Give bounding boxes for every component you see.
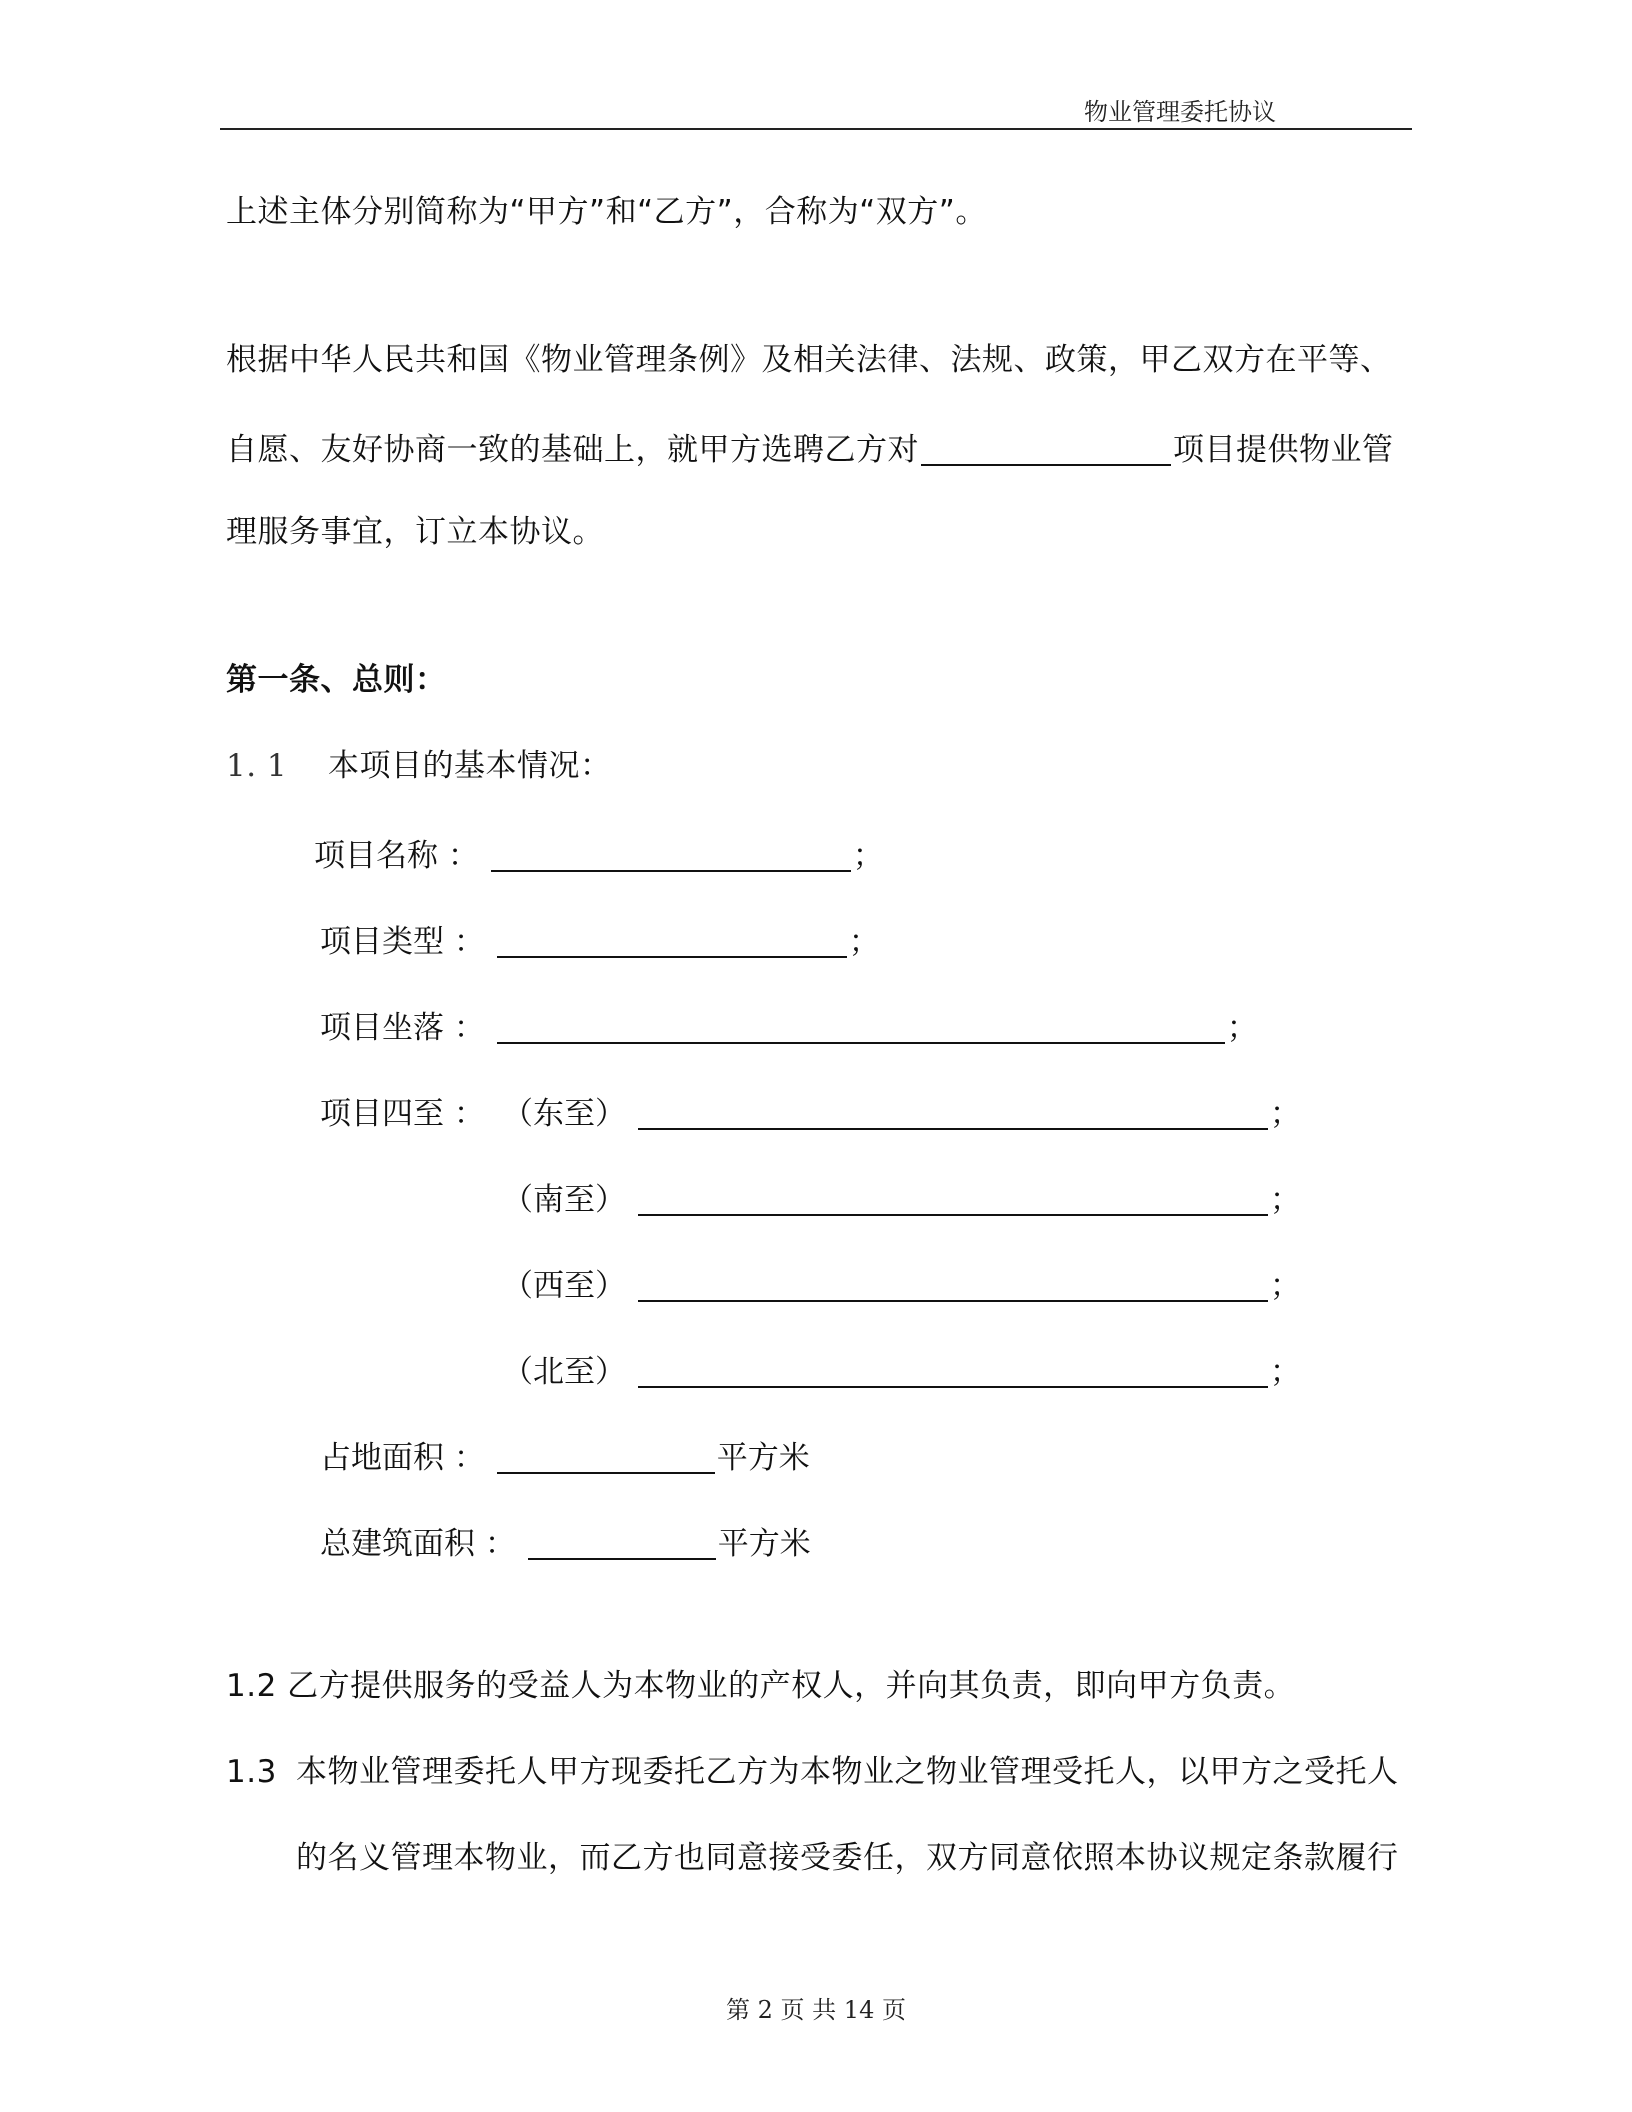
section-1-2: 1.2 乙方提供服务的受益人为本物业的产权人，并向其负责，即向甲方负责。 — [226, 1668, 1296, 1704]
land-area-blank[interactable] — [497, 1438, 715, 1474]
field-project-type: 项目类型 ： ； — [320, 924, 880, 960]
section-title: 本项目的基本情况： — [328, 748, 612, 784]
field-label: 总建筑面积 ： — [320, 1526, 516, 1562]
project-type-blank[interactable] — [497, 922, 847, 958]
field-bound-west: （西至） ； — [502, 1268, 1301, 1304]
article-heading: 第一条、总则： — [226, 662, 447, 698]
intro-text: 自愿、友好协商一致的基础上，就甲方选聘乙方对 — [226, 432, 919, 468]
field-label: 占地面积 ： — [320, 1440, 485, 1476]
field-label: 项目坐落 ： — [320, 1010, 485, 1046]
intro-para-line: 根据中华人民共和国《物业管理条例》及相关法律、法规、政策，甲乙双方在平等、 — [226, 342, 1392, 378]
section-1-3-line — [226, 1756, 1399, 1788]
field-bound-north: （北至） ； — [502, 1354, 1301, 1390]
project-location-blank[interactable] — [497, 1008, 1225, 1044]
unit-label: 平方米 — [717, 1526, 811, 1562]
bound-south-label: （南至） — [502, 1182, 626, 1218]
intro-para-line: 理服务事宜，订立本协议。 — [226, 514, 604, 550]
field-land-area — [320, 1438, 810, 1474]
field-project-bounds: 项目四至 ： （东至） ； — [320, 1096, 1301, 1132]
bound-north-blank[interactable] — [638, 1352, 1268, 1388]
field-label: 项目类型 ： — [320, 924, 485, 960]
intro-para-line — [226, 430, 1394, 466]
field-label: 项目名称 ： — [314, 838, 479, 874]
intro-text: 项目提供物业管 — [1173, 432, 1394, 468]
bound-west-label: （西至） — [502, 1268, 626, 1304]
section-number: 1. 1 — [226, 748, 288, 784]
header-divider — [220, 128, 1412, 130]
header-title: 物业管理委托协议 — [1084, 98, 1276, 126]
field-building-area — [320, 1524, 811, 1560]
bound-north-label: （北至） — [502, 1354, 626, 1390]
field-bound-south: （南至） ； — [502, 1182, 1301, 1218]
section-number: 1.3 — [226, 1754, 277, 1790]
building-area-blank[interactable] — [528, 1524, 716, 1560]
bound-west-blank[interactable] — [638, 1266, 1268, 1302]
section-1-3-line: 的名义管理本物业，而乙方也同意接受委任，双方同意依照本协议规定条款履行 — [296, 1840, 1399, 1876]
bound-south-blank[interactable] — [638, 1180, 1268, 1216]
project-name-blank[interactable] — [491, 836, 851, 872]
section-text: 本物业管理委托人甲方现委托乙方为本物业之物业管理受托人，以甲方之受托人 — [296, 1754, 1399, 1790]
unit-label: 平方米 — [716, 1440, 810, 1476]
bound-east-blank[interactable] — [638, 1094, 1268, 1130]
section-1-1 — [226, 750, 612, 782]
bound-east-label: （东至） — [502, 1096, 626, 1132]
field-project-name: 项目名称 ： ； — [314, 838, 884, 874]
field-project-location: 项目坐落 ： ； — [320, 1010, 1258, 1046]
field-label: 项目四至 ： — [320, 1096, 485, 1132]
project-blank[interactable] — [921, 430, 1171, 466]
page-number: 第 2 页 共 14 页 — [726, 1996, 906, 2024]
intro-line: 上述主体分别简称为“甲方”和“乙方”，合称为“双方”。 — [226, 194, 987, 230]
